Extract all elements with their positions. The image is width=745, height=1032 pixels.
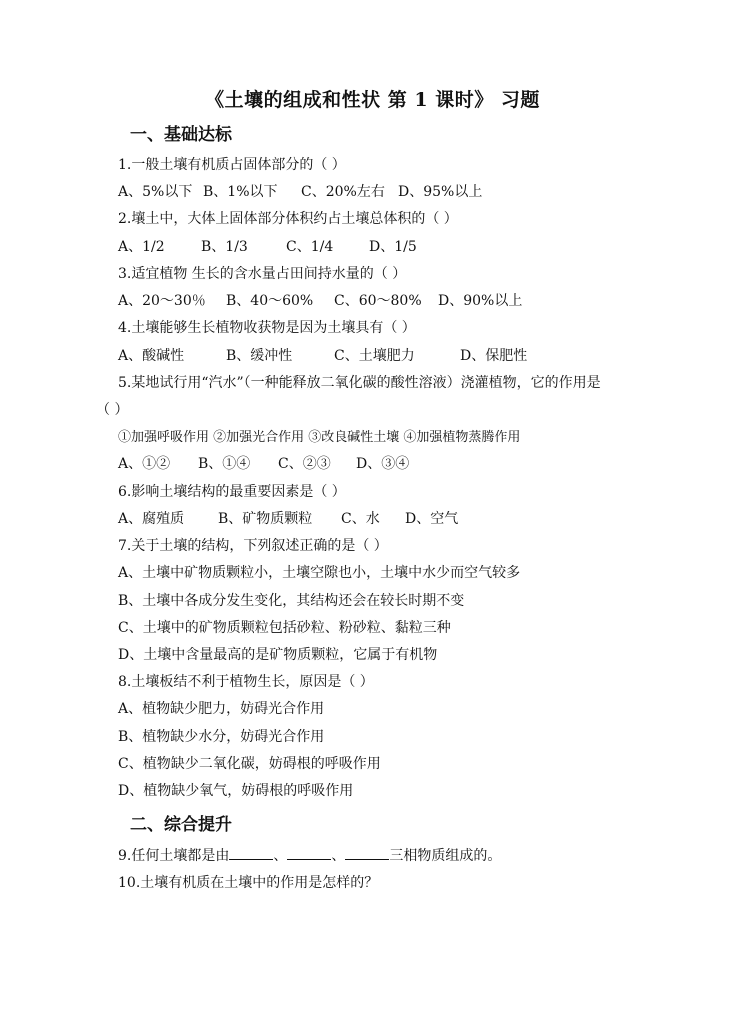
answer-blank[interactable] (287, 847, 331, 860)
option: C、1/4 (286, 239, 334, 255)
question-6-options (118, 508, 458, 528)
question-3-options (118, 290, 522, 310)
option: C、土壤肥力 (334, 348, 415, 364)
question-9-text-end: 三相物质组成的。 (389, 848, 502, 864)
question-2: 2.壤土中，大体上固体部分体积约占土壤总体积的（ ） (118, 211, 458, 227)
option: B、1/3 (201, 239, 248, 255)
option: D、95%以上 (398, 184, 483, 200)
option: D、1/5 (369, 239, 417, 255)
option: B、40～60% (226, 293, 314, 309)
question-1: 1.一般土壤有机质占固体部分的（ ） (118, 157, 346, 173)
option: A、腐殖质 (118, 511, 185, 527)
question-8-option-a: A、植物缺少肥力，妨碍光合作用 (118, 701, 325, 717)
question-2-options (118, 236, 417, 256)
option: A、酸碱性 (118, 348, 185, 364)
option: C、20%左右 (301, 184, 385, 200)
separator: 、 (331, 848, 346, 864)
question-8-option-d: D、植物缺少氧气，妨碍根的呼吸作用 (118, 783, 354, 799)
question-4-options (118, 345, 527, 365)
question-5-items: ①加强呼吸作用 ②加强光合作用 ③改良碱性土壤 ④加强植物蒸腾作用 (118, 430, 521, 445)
question-8: 8.土壤板结不利于植物生长，原因是（ ） (118, 674, 374, 690)
question-5: 5.某地试行用“汽水”（一种能释放二氧化碳的酸性溶液）浇灌植物，它的作用是 (118, 375, 601, 391)
question-5-blank: （ ） (96, 402, 129, 418)
question-7: 7.关于土壤的结构，下列叙述正确的是（ ） (118, 538, 388, 554)
option: A、5%以下 (118, 184, 193, 200)
question-4: 4.土壤能够生长植物收获物是因为土壤具有（ ） (118, 320, 416, 336)
question-8-option-b: B、植物缺少水分，妨碍光合作用 (118, 729, 325, 745)
question-9 (118, 845, 501, 865)
option: C、水 (341, 511, 380, 527)
answer-blank[interactable] (345, 847, 389, 860)
answer-blank[interactable] (229, 847, 273, 860)
page-title: 《土壤的组成和性状 第 1 课时》 习题 (205, 89, 540, 111)
question-7-option-a: A、土壤中矿物质颗粒小，土壤空隙也小，土壤中水少而空气较多 (118, 565, 521, 581)
option: D、③④ (356, 456, 410, 472)
separator: 、 (273, 848, 288, 864)
question-7-option-d: D、土壤中含量最高的是矿物质颗粒，它属于有机物 (118, 647, 438, 663)
option: A、①② (118, 456, 171, 472)
option: A、20～30％ (118, 293, 206, 309)
question-7-option-b: B、土壤中各成分发生变化，其结构还会在较长时期不变 (118, 593, 465, 609)
question-3: 3.适宜植物 生长的含水量占田间持水量的（ ） (118, 266, 407, 282)
option: B、①④ (198, 456, 251, 472)
option: B、1%以下 (203, 184, 278, 200)
question-7-option-c: C、土壤中的矿物质颗粒包括砂粒、粉砂粒、黏粒三种 (118, 620, 451, 636)
option: B、矿物质颗粒 (218, 511, 313, 527)
option: C、60～80% (334, 293, 422, 309)
option: B、缓冲性 (226, 348, 293, 364)
question-8-option-c: C、植物缺少二氧化碳，妨碍根的呼吸作用 (118, 756, 381, 772)
question-9-text-start: 9.任何土壤都是由 (118, 848, 230, 864)
option: C、②③ (278, 456, 331, 472)
question-1-options (118, 181, 482, 201)
question-5-options (118, 453, 409, 473)
question-6: 6.影响土壤结构的最重要因素是（ ） (118, 484, 346, 500)
option: D、保肥性 (460, 348, 528, 364)
section-heading-advanced: 二、综合提升 (130, 815, 232, 835)
option: A、1/2 (118, 239, 165, 255)
option: D、90%以上 (438, 293, 523, 309)
question-10: 10.土壤有机质在土壤中的作用是怎样的？ (118, 875, 379, 891)
option: D、空气 (405, 511, 459, 527)
section-heading-basic: 一、基础达标 (130, 125, 232, 145)
